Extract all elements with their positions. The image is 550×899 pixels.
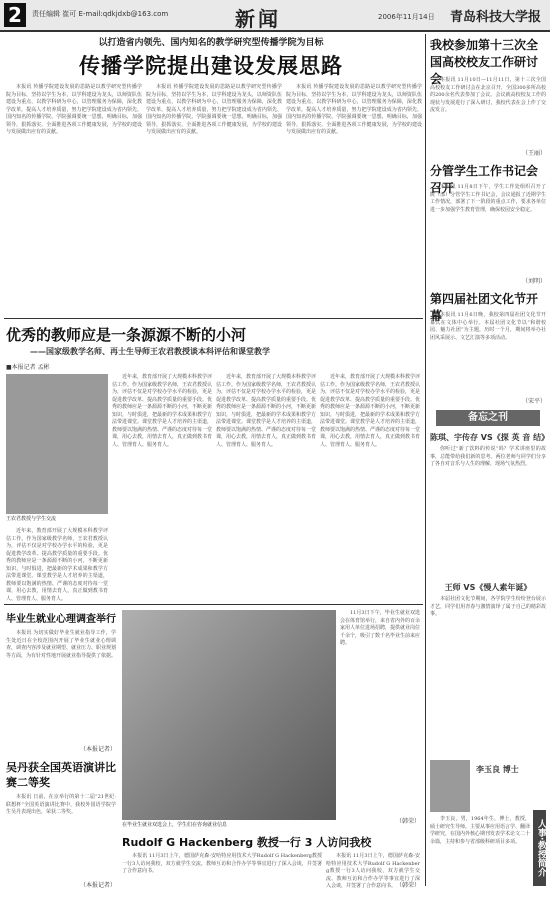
speech-author: （本报记者） bbox=[79, 882, 116, 889]
graduate-body: 本报讯 为切实做好毕业生就业指导工作，学生处近日在全校范围内开展了毕业生就业心理调查，调查内容涉及就业期望、就业压力、职业规划等方面，为有针对性地开展就业指导提供了依据。 bbox=[6, 630, 117, 659]
feature-subtitle: ——国家级教学名师、再士生导师王农君教授谈本科评估和课堂教学 bbox=[30, 347, 270, 356]
lead-kicker: 以打造省内领先、国内知名的教学研究型传播学院为目标 bbox=[98, 38, 324, 48]
hackenberg-title: Rudolf G Hackenberg 教授一行 3 人访问我校 bbox=[122, 836, 372, 849]
festival-author: （宋平） bbox=[521, 398, 546, 405]
profile-photo bbox=[430, 760, 470, 812]
feature-byline: ■本报记者 孟彬 bbox=[6, 364, 50, 371]
graduate-author: （本报记者） bbox=[79, 746, 116, 753]
hackenberg-body: 本报讯 11月3日上午，德国萨克森-安哈特应用技术大学Rudolf G Hackenberg教授一行3人访问我校，双方就学生交流、教师互访和合作办学等事宜进行了深入会谈，并签署了合作意向书。 bbox=[122, 853, 322, 874]
editor-meta: 责任编辑 崔可 E-mail:qdkjdxb@163.com bbox=[32, 10, 169, 18]
issue-date: 2006年11月14日 bbox=[378, 13, 435, 21]
lead-body-col1: 本报讯 传播学院建设发展的思路是以教学研究型传播学院为目标，坚持以学生为本，以学科建设为龙头，以师资队伍建设为重点，以教学科研为中心，以管理服务为保障，深化教学改革，提高人才培养质量，努力把学院建设成为省内领先、国内知名的传播学院。学院强调要统一思想，明确目标，加强领导，狠抓落实，全面推进各项工作健康发展，为学校的建设与发展做出应有的贡献。 bbox=[6, 84, 142, 135]
feature-photo-caption: 王农君教授与学生交流 bbox=[6, 516, 57, 522]
profile-banner: 人事·教授简介 bbox=[533, 810, 546, 886]
hackenberg-author: （韩荣） bbox=[395, 882, 420, 889]
meeting-author: （王丽） bbox=[521, 150, 546, 157]
lead-body-col2: 本报讯 传播学院建设发展的思路是以教学研究型传播学院为目标，坚持以学生为本，以学科建设为龙头，以师资队伍建设为重点，以教学科研为中心，以管理服务为保障，深化教学改革，提高人才培养质量，努力把学院建设成为省内领先、国内知名的传播学院。学院强调要统一思想，明确目标，加强领导，狠抓落实，全面推进各项工作健康发展，为学校的建设与发展做出应有的贡献。 bbox=[146, 84, 282, 135]
feature-photo bbox=[6, 374, 108, 514]
branch-title: 分管学生工作书记会召开 bbox=[430, 164, 539, 195]
page-number: 2 bbox=[4, 3, 26, 27]
section-rule bbox=[4, 318, 423, 319]
feature-title: 优秀的教师应是一条源源不断的小河 bbox=[6, 326, 247, 344]
feature-body-col2: 近年来，教育部开展了大规模本科教学评估工作。作为国家级教学名师，王农君教授认为，评估不仅是对学校办学水平的检验，更是促进教学改革、提高教学质量的重要手段。优秀的教师应是一条源源不断的小河，不断更新知识，与时俱进，把最新的学术成果和教学方法带进课堂。课堂教学是人才培养的主渠道，教师要以饱满的热情、严谨的态度对待每一堂课，用心去教，用情去育人，真正做到教书育人、管理育人、服务育人。 bbox=[112, 374, 213, 448]
column-body-2: 本届社团文化节期间，各学院学生纷纷登台展示才艺，同学们用青春与激情演绎了属于自己的精彩故事。 bbox=[430, 596, 546, 617]
speech-body: 本报讯 日前，在京举行的第十二届“21世纪·联想杯”全国英语演讲比赛中，我校外国语学院学生吴丹表现出色，荣获二等奖。 bbox=[6, 794, 116, 815]
meeting-body: 本报讯 11月10日—11月11日，第十三次全国高校校友工作研讨会在北京召开，全国300多所高校的200余名代表参加了会议。会议就高校校友工作的现状与发展进行了深入研讨，我校代表在会上作了交流发言。 bbox=[430, 77, 546, 113]
feature-body-col1: 近年来，教育部开展了大规模本科教学评估工作。作为国家级教学名师，王农君教授认为，评估不仅是对学校办学水平的检验，更是促进教学改革、提高教学质量的重要手段。优秀的教师应是一条源源不断的小河，不断更新知识，与时俱进，把最新的学术成果和教学方法带进课堂。课堂教学是人才培养的主渠道，教师要以饱满的热情、严谨的态度对待每一堂课，用心去教，用情去育人，真正做到教书育人、管理育人、服务育人。 bbox=[6, 528, 108, 602]
column-body-1: 你听过“新了饮料的传说”吗？学术讲座里的故事，总能带给我们新的思考。两位老师与同学们分享了各自对音乐与人生的理解，现场气氛热烈。 bbox=[430, 446, 546, 467]
profile-body: 李玉良，男，1964年生，博士，教授，硕士研究生导师。主要从事应用语言学、翻译学研究，在国内外核心期刊发表学术论文二十余篇，主持和参与省部级科研项目多项。 bbox=[430, 816, 531, 845]
section-rule-2 bbox=[4, 604, 423, 605]
column-title-2: 王师 VS《慢人素年诞》 bbox=[444, 583, 532, 592]
column-divider bbox=[425, 34, 426, 886]
newspaper-logo: 青岛科技大学报 bbox=[450, 10, 542, 25]
feature-body-col4: 近年来，教育部开展了大规模本科教学评估工作。作为国家级教学名师，王农君教授认为，评估不仅是对学校办学水平的检验，更是促进教学改革、提高教学质量的重要手段。优秀的教师应是一条源源不断的小河，不断更新知识，与时俱进，把最新的学术成果和教学方法带进课堂。课堂教学是人才培养的主渠道，教师要以饱满的热情、严谨的态度对待每一堂课，用心去教，用情去育人，真正做到教书育人、管理育人、服务育人。 bbox=[320, 374, 421, 448]
graduate-title: 毕业生就业心理调查举行 bbox=[6, 614, 116, 625]
speech-title: 吴丹获全国英语演讲比赛二等奖 bbox=[6, 761, 116, 789]
page-header bbox=[0, 0, 550, 32]
branch-author: （刘明） bbox=[521, 278, 546, 285]
hackenberg-body-col2: 本报讯 11月3日上午，德国萨克森-安哈特应用技术大学Rudolf G Hackenberg教授一行3人访问我校，双方就学生交流、教师互访和合作办学等事宜进行了深入会谈，并签署了合作意向书。 bbox=[326, 853, 420, 889]
section-title: 新闻 bbox=[235, 7, 281, 31]
job-fair-caption: 在毕业生就业双选会上，学生们在咨询就业信息 bbox=[122, 822, 228, 828]
column-banner: 备忘之刊 bbox=[436, 410, 540, 426]
lead-title: 传播学院提出建设发展思路 bbox=[79, 54, 343, 78]
lead-body-col3: 本报讯 传播学院建设发展的思路是以教学研究型传播学院为目标，坚持以学生为本，以学科建设为龙头，以师资队伍建设为重点，以教学科研为中心，以管理服务为保障，深化教学改革，提高人才培养质量，努力把学院建设成为省内领先、国内知名的传播学院。学院强调要统一思想，明确目标，加强领导，狠抓落实，全面推进各项工作健康发展，为学校的建设与发展做出应有的贡献。 bbox=[286, 84, 422, 135]
festival-title: 第四届社团文化节开幕 bbox=[430, 292, 539, 323]
meeting-title: 我校参加第十三次全国高校校友工作研讨会 bbox=[430, 38, 539, 86]
festival-body: 本报讯 11月6日晚，我校第四届社团文化节开幕式在文体中心举行。本届社团文化节以“和谐校园、魅力社团”为主题，历时一个月，期间将举办社团风采展示、文艺汇演等多项活动。 bbox=[430, 312, 546, 341]
feature-body-col3: 近年来，教育部开展了大规模本科教学评估工作。作为国家级教学名师，王农君教授认为，评估不仅是对学校办学水平的检验，更是促进教学改革、提高教学质量的重要手段。优秀的教师应是一条源源不断的小河，不断更新知识，与时俱进，把最新的学术成果和教学方法带进课堂。课堂教学是人才培养的主渠道，教师要以饱满的热情、严谨的态度对待每一堂课，用心去教，用情去育人，真正做到教书育人、管理育人、服务育人。 bbox=[216, 374, 317, 448]
job-fair-photo bbox=[122, 610, 336, 820]
job-fair-author: （韩荣） bbox=[395, 818, 420, 825]
column-title-1: 陈琪、宇传存 VS《探 英 音 结》 bbox=[430, 433, 550, 442]
branch-body: 本报讯 11月8日下午，学生工作处组织召开了院（部）分管学生工作书记会，会议通报了近期学生工作情况，部署了下一阶段的重点工作，要求各单位进一步加强学生教育管理，确保校园安全稳定。 bbox=[430, 184, 546, 213]
job-fair-side-text: 11月3日下午，毕业生就业双选会在体育馆举行，来自省内外的百余家用人单位进场招聘，提供就业岗位千余个，吸引了数千名毕业生前来应聘。 bbox=[340, 610, 421, 646]
profile-title: 李玉良 博士 bbox=[476, 765, 519, 774]
